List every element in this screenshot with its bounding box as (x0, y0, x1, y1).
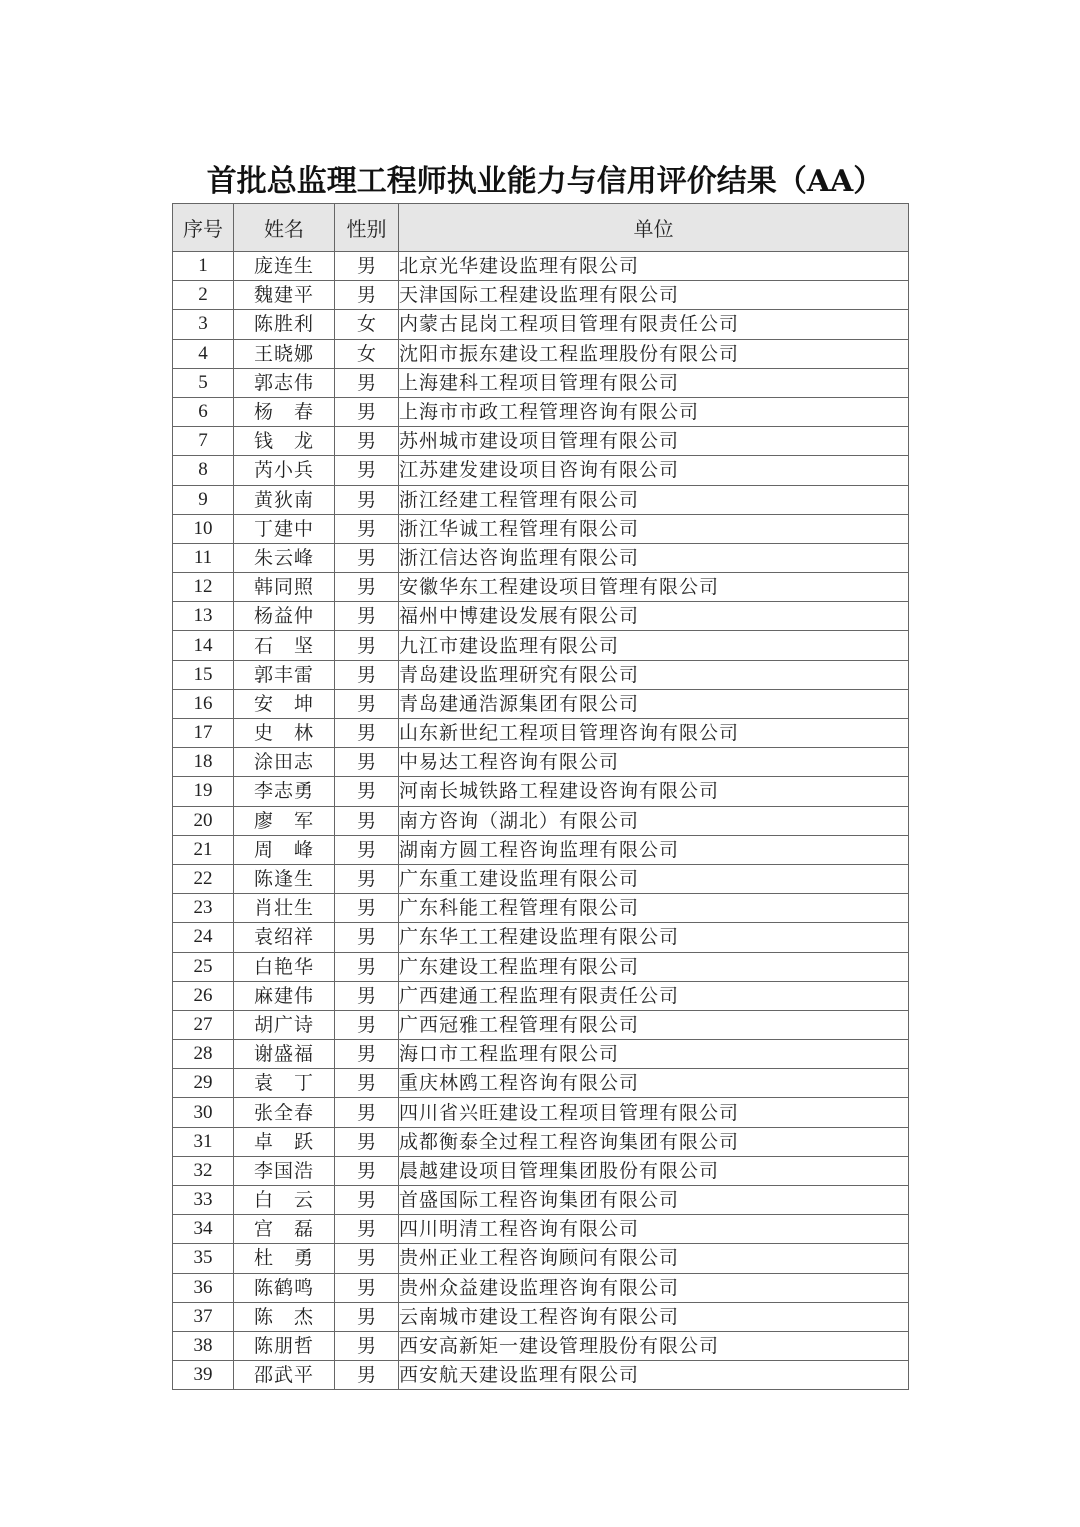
person-name-cell: 史 林 (234, 719, 335, 748)
row-number-cell: 21 (173, 835, 234, 864)
gender-cell: 男 (335, 1186, 399, 1215)
table-row (173, 514, 909, 543)
person-name-cell: 杨益仲 (234, 602, 335, 631)
table-row (173, 397, 909, 426)
person-name-cell: 周 峰 (234, 835, 335, 864)
unit-name-cell: 山东新世纪工程项目管理咨询有限公司 (399, 719, 909, 748)
unit-name-cell: 湖南方圆工程咨询监理有限公司 (399, 835, 909, 864)
gender-cell: 男 (335, 1215, 399, 1244)
person-name-cell: 李志勇 (234, 777, 335, 806)
gender-cell: 男 (335, 1244, 399, 1273)
gender-cell: 男 (335, 660, 399, 689)
table-row (173, 660, 909, 689)
unit-name-cell: 四川省兴旺建设工程项目管理有限公司 (399, 1098, 909, 1127)
unit-name-cell: 九江市建设监理有限公司 (399, 631, 909, 660)
gender-cell: 男 (335, 981, 399, 1010)
document-title: 首批总监理工程师执业能力与信用评价结果（AA） (206, 164, 884, 199)
gender-cell: 男 (335, 777, 399, 806)
unit-name-cell: 浙江经建工程管理有限公司 (399, 485, 909, 514)
gender-cell: 男 (335, 1098, 399, 1127)
person-name-cell: 陈胜利 (234, 310, 335, 339)
table-row (173, 806, 909, 835)
table-row (173, 631, 909, 660)
gender-cell: 男 (335, 573, 399, 602)
person-name-cell: 王晓娜 (234, 339, 335, 368)
row-number-cell: 15 (173, 660, 234, 689)
unit-name-cell: 西安航天建设监理有限公司 (399, 1361, 909, 1390)
person-name-cell: 李国浩 (234, 1156, 335, 1185)
row-number-cell: 25 (173, 952, 234, 981)
person-name-cell: 陈 杰 (234, 1302, 335, 1331)
unit-name-cell: 广东重工建设监理有限公司 (399, 864, 909, 893)
person-name-cell: 卓 跃 (234, 1127, 335, 1156)
gender-cell: 男 (335, 806, 399, 835)
gender-cell: 男 (335, 1069, 399, 1098)
header-name: 姓名 (234, 204, 335, 252)
table-body (173, 252, 909, 1390)
gender-cell: 男 (335, 281, 399, 310)
table-row (173, 1010, 909, 1039)
unit-name-cell: 沈阳市振东建设工程监理股份有限公司 (399, 339, 909, 368)
gender-cell: 男 (335, 1302, 399, 1331)
person-name-cell: 韩同照 (234, 573, 335, 602)
row-number-cell: 2 (173, 281, 234, 310)
row-number-cell: 10 (173, 514, 234, 543)
unit-name-cell: 浙江华诚工程管理有限公司 (399, 514, 909, 543)
person-name-cell: 涂田志 (234, 748, 335, 777)
table-row (173, 1098, 909, 1127)
unit-name-cell: 北京光华建设监理有限公司 (399, 252, 909, 281)
person-name-cell: 谢盛福 (234, 1040, 335, 1069)
person-name-cell: 朱云峰 (234, 543, 335, 572)
row-number-cell: 8 (173, 456, 234, 485)
person-name-cell: 白 云 (234, 1186, 335, 1215)
row-number-cell: 24 (173, 923, 234, 952)
gender-cell: 男 (335, 923, 399, 952)
gender-cell: 男 (335, 894, 399, 923)
row-number-cell: 16 (173, 689, 234, 718)
person-name-cell: 邵武平 (234, 1361, 335, 1390)
row-number-cell: 17 (173, 719, 234, 748)
gender-cell: 男 (335, 397, 399, 426)
row-number-cell: 23 (173, 894, 234, 923)
unit-name-cell: 青岛建通浩源集团有限公司 (399, 689, 909, 718)
table-row (173, 1331, 909, 1360)
unit-name-cell: 广东建设工程监理有限公司 (399, 952, 909, 981)
table-row (173, 1302, 909, 1331)
row-number-cell: 4 (173, 339, 234, 368)
gender-cell: 男 (335, 1040, 399, 1069)
unit-name-cell: 广东华工工程建设监理有限公司 (399, 923, 909, 952)
unit-name-cell: 河南长城铁路工程建设咨询有限公司 (399, 777, 909, 806)
row-number-cell: 28 (173, 1040, 234, 1069)
person-name-cell: 陈朋哲 (234, 1331, 335, 1360)
gender-cell: 男 (335, 1010, 399, 1039)
gender-cell: 男 (335, 1361, 399, 1390)
person-name-cell: 魏建平 (234, 281, 335, 310)
person-name-cell: 陈逢生 (234, 864, 335, 893)
table-row (173, 1156, 909, 1185)
person-name-cell: 杨 春 (234, 397, 335, 426)
gender-cell: 男 (335, 631, 399, 660)
table-row (173, 1361, 909, 1390)
table-row (173, 952, 909, 981)
row-number-cell: 38 (173, 1331, 234, 1360)
row-number-cell: 27 (173, 1010, 234, 1039)
row-number-cell: 37 (173, 1302, 234, 1331)
unit-name-cell: 西安高新矩一建设管理股份有限公司 (399, 1331, 909, 1360)
row-number-cell: 31 (173, 1127, 234, 1156)
unit-name-cell: 首盛国际工程咨询集团有限公司 (399, 1186, 909, 1215)
person-name-cell: 肖壮生 (234, 894, 335, 923)
unit-name-cell: 上海市市政工程管理咨询有限公司 (399, 397, 909, 426)
table-row (173, 1215, 909, 1244)
gender-cell: 男 (335, 719, 399, 748)
table-row (173, 1127, 909, 1156)
gender-cell: 男 (335, 952, 399, 981)
table-row (173, 281, 909, 310)
person-name-cell: 安 坤 (234, 689, 335, 718)
row-number-cell: 20 (173, 806, 234, 835)
unit-name-cell: 云南城市建设工程咨询有限公司 (399, 1302, 909, 1331)
row-number-cell: 7 (173, 427, 234, 456)
unit-name-cell: 江苏建发建设项目咨询有限公司 (399, 456, 909, 485)
row-number-cell: 12 (173, 573, 234, 602)
unit-name-cell: 苏州城市建设项目管理有限公司 (399, 427, 909, 456)
unit-name-cell: 福州中博建设发展有限公司 (399, 602, 909, 631)
row-number-cell: 1 (173, 252, 234, 281)
gender-cell: 男 (335, 689, 399, 718)
unit-name-cell: 成都衡泰全过程工程咨询集团有限公司 (399, 1127, 909, 1156)
person-name-cell: 芮小兵 (234, 456, 335, 485)
row-number-cell: 5 (173, 368, 234, 397)
person-name-cell: 杜 勇 (234, 1244, 335, 1273)
row-number-cell: 30 (173, 1098, 234, 1127)
row-number-cell: 26 (173, 981, 234, 1010)
table-row (173, 1244, 909, 1273)
gender-cell: 男 (335, 514, 399, 543)
person-name-cell: 郭志伟 (234, 368, 335, 397)
person-name-cell: 袁 丁 (234, 1069, 335, 1098)
gender-cell: 男 (335, 602, 399, 631)
table-row (173, 310, 909, 339)
person-name-cell: 陈鹤鸣 (234, 1273, 335, 1302)
gender-cell: 男 (335, 368, 399, 397)
row-number-cell: 3 (173, 310, 234, 339)
person-name-cell: 袁绍祥 (234, 923, 335, 952)
table-row (173, 981, 909, 1010)
person-name-cell: 石 坚 (234, 631, 335, 660)
table-row (173, 368, 909, 397)
row-number-cell: 36 (173, 1273, 234, 1302)
table-row (173, 456, 909, 485)
header-unit: 单位 (399, 204, 909, 252)
table-row (173, 835, 909, 864)
gender-cell: 男 (335, 835, 399, 864)
row-number-cell: 18 (173, 748, 234, 777)
unit-name-cell: 南方咨询（湖北）有限公司 (399, 806, 909, 835)
person-name-cell: 庞连生 (234, 252, 335, 281)
unit-name-cell: 广西建通工程监理有限责任公司 (399, 981, 909, 1010)
table-row (173, 339, 909, 368)
row-number-cell: 33 (173, 1186, 234, 1215)
unit-name-cell: 上海建科工程项目管理有限公司 (399, 368, 909, 397)
table-row (173, 1069, 909, 1098)
table-row (173, 252, 909, 281)
table-row (173, 1186, 909, 1215)
person-name-cell: 宫 磊 (234, 1215, 335, 1244)
row-number-cell: 13 (173, 602, 234, 631)
table-row (173, 543, 909, 572)
table-row (173, 864, 909, 893)
table-row (173, 485, 909, 514)
row-number-cell: 29 (173, 1069, 234, 1098)
gender-cell: 女 (335, 310, 399, 339)
unit-name-cell: 天津国际工程建设监理有限公司 (399, 281, 909, 310)
row-number-cell: 9 (173, 485, 234, 514)
row-number-cell: 39 (173, 1361, 234, 1390)
gender-cell: 男 (335, 485, 399, 514)
unit-name-cell: 广东科能工程管理有限公司 (399, 894, 909, 923)
row-number-cell: 32 (173, 1156, 234, 1185)
person-name-cell: 白艳华 (234, 952, 335, 981)
gender-cell: 男 (335, 543, 399, 572)
person-name-cell: 张全春 (234, 1098, 335, 1127)
gender-cell: 男 (335, 427, 399, 456)
gender-cell: 男 (335, 748, 399, 777)
person-name-cell: 廖 军 (234, 806, 335, 835)
unit-name-cell: 广西冠雅工程管理有限公司 (399, 1010, 909, 1039)
row-number-cell: 22 (173, 864, 234, 893)
unit-name-cell: 重庆林鸥工程咨询有限公司 (399, 1069, 909, 1098)
gender-cell: 男 (335, 1156, 399, 1185)
table-row (173, 777, 909, 806)
unit-name-cell: 晨越建设项目管理集团股份有限公司 (399, 1156, 909, 1185)
row-number-cell: 19 (173, 777, 234, 806)
table-row (173, 719, 909, 748)
person-name-cell: 郭丰雷 (234, 660, 335, 689)
unit-name-cell: 贵州众益建设监理咨询有限公司 (399, 1273, 909, 1302)
person-name-cell: 麻建伟 (234, 981, 335, 1010)
unit-name-cell: 贵州正业工程咨询顾问有限公司 (399, 1244, 909, 1273)
person-name-cell: 丁建中 (234, 514, 335, 543)
unit-name-cell: 青岛建设监理研究有限公司 (399, 660, 909, 689)
row-number-cell: 14 (173, 631, 234, 660)
gender-cell: 男 (335, 1273, 399, 1302)
table-row (173, 1273, 909, 1302)
gender-cell: 男 (335, 252, 399, 281)
gender-cell: 女 (335, 339, 399, 368)
gender-cell: 男 (335, 1127, 399, 1156)
table-row (173, 427, 909, 456)
person-name-cell: 钱 龙 (234, 427, 335, 456)
gender-cell: 男 (335, 864, 399, 893)
table-row (173, 689, 909, 718)
table-row (173, 748, 909, 777)
person-name-cell: 黄狄南 (234, 485, 335, 514)
person-name-cell: 胡广诗 (234, 1010, 335, 1039)
row-number-cell: 11 (173, 543, 234, 572)
row-number-cell: 34 (173, 1215, 234, 1244)
header-no: 序号 (173, 204, 234, 252)
unit-name-cell: 中易达工程咨询有限公司 (399, 748, 909, 777)
gender-cell: 男 (335, 456, 399, 485)
table-row (173, 602, 909, 631)
unit-name-cell: 安徽华东工程建设项目管理有限公司 (399, 573, 909, 602)
table-row (173, 923, 909, 952)
unit-name-cell: 内蒙古昆岗工程项目管理有限责任公司 (399, 310, 909, 339)
table-header-row (173, 204, 909, 252)
results-table (172, 203, 909, 1390)
row-number-cell: 6 (173, 397, 234, 426)
unit-name-cell: 四川明清工程咨询有限公司 (399, 1215, 909, 1244)
gender-cell: 男 (335, 1331, 399, 1360)
table-row (173, 894, 909, 923)
table-row (173, 1040, 909, 1069)
unit-name-cell: 海口市工程监理有限公司 (399, 1040, 909, 1069)
row-number-cell: 35 (173, 1244, 234, 1273)
unit-name-cell: 浙江信达咨询监理有限公司 (399, 543, 909, 572)
header-gender: 性别 (335, 204, 399, 252)
table-row (173, 573, 909, 602)
